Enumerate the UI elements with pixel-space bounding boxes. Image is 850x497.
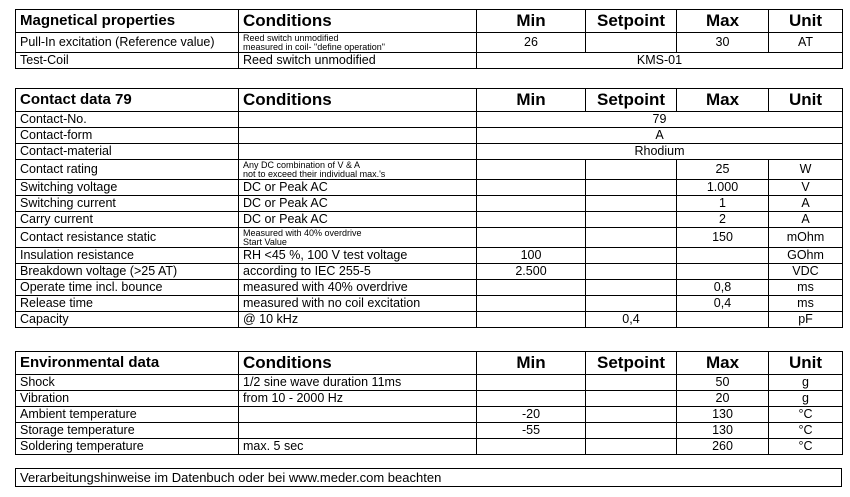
max-header: Max: [677, 89, 769, 112]
param-min: [477, 312, 586, 328]
param-name: Contact-material: [16, 144, 239, 160]
param-unit: mOhm: [769, 228, 843, 248]
setpoint-header: Setpoint: [586, 352, 677, 375]
table-row: [16, 248, 843, 264]
param-name: Release time: [16, 296, 239, 312]
param-merged-value: A: [477, 128, 843, 144]
param-min: [477, 439, 586, 455]
param-name: Carry current: [16, 212, 239, 228]
conditions-header: Conditions: [239, 10, 477, 33]
param-max: 150: [677, 228, 769, 248]
unit-header: Unit: [769, 89, 843, 112]
param-max: 130: [677, 423, 769, 439]
param-setpoint: [586, 407, 677, 423]
param-max: 20: [677, 391, 769, 407]
param-max: 0,4: [677, 296, 769, 312]
param-max: 2: [677, 212, 769, 228]
param-unit: V: [769, 180, 843, 196]
table-row: [16, 407, 843, 423]
param-min: 26: [477, 33, 586, 53]
setpoint-header: Setpoint: [586, 10, 677, 33]
param-max: [677, 312, 769, 328]
param-max: 30: [677, 33, 769, 53]
setpoint-header: Setpoint: [586, 89, 677, 112]
param-setpoint: [586, 180, 677, 196]
param-min: [477, 296, 586, 312]
param-condition: Measured with 40% overdrive Start Value: [239, 228, 477, 248]
table-row: [16, 423, 843, 439]
param-condition: Any DC combination of V & A not to exceed their individual max.'s: [239, 160, 477, 180]
param-merged-value: 79: [477, 112, 843, 128]
param-min: [477, 180, 586, 196]
param-condition: DC or Peak AC: [239, 180, 477, 196]
param-unit: VDC: [769, 264, 843, 280]
processing-note: Verarbeitungshinweise im Datenbuch oder bei www.meder.com beachten: [15, 468, 842, 487]
table-row: [16, 228, 843, 248]
param-unit: AT: [769, 33, 843, 53]
table-header: [16, 352, 843, 375]
param-setpoint: 0,4: [586, 312, 677, 328]
param-condition: 1/2 sine wave duration 11ms: [239, 375, 477, 391]
param-condition: Reed switch unmodified: [239, 53, 477, 69]
param-setpoint: [586, 160, 677, 180]
param-max: 50: [677, 375, 769, 391]
param-condition: from 10 - 2000 Hz: [239, 391, 477, 407]
param-setpoint: [586, 228, 677, 248]
section-title: Contact data 79: [16, 89, 239, 112]
param-name: Capacity: [16, 312, 239, 328]
section-title: Environmental data: [16, 352, 239, 375]
param-condition: according to IEC 255-5: [239, 264, 477, 280]
param-setpoint: [586, 280, 677, 296]
magnetic-properties-table: [15, 9, 843, 69]
param-condition: max. 5 sec: [239, 439, 477, 455]
param-setpoint: [586, 264, 677, 280]
param-name: Soldering temperature: [16, 439, 239, 455]
param-setpoint: [586, 375, 677, 391]
table-row: [16, 439, 843, 455]
param-condition: DC or Peak AC: [239, 212, 477, 228]
unit-header: Unit: [769, 352, 843, 375]
param-setpoint: [586, 212, 677, 228]
param-name: Test-Coil: [16, 53, 239, 69]
param-min: -55: [477, 423, 586, 439]
param-condition: measured with no coil excitation: [239, 296, 477, 312]
param-name: Contact-No.: [16, 112, 239, 128]
param-name: Switching voltage: [16, 180, 239, 196]
param-condition: DC or Peak AC: [239, 196, 477, 212]
param-name: Contact-form: [16, 128, 239, 144]
param-max: 1: [677, 196, 769, 212]
param-setpoint: [586, 196, 677, 212]
param-condition: Reed switch unmodified measured in coil- "define operation": [239, 33, 477, 53]
param-setpoint: [586, 33, 677, 53]
param-condition: [239, 128, 477, 144]
param-setpoint: [586, 296, 677, 312]
param-max: 130: [677, 407, 769, 423]
param-name: Breakdown voltage (>25 AT): [16, 264, 239, 280]
param-max: 25: [677, 160, 769, 180]
param-merged-value: KMS-01: [477, 53, 843, 69]
conditions-header: Conditions: [239, 352, 477, 375]
param-name: Storage temperature: [16, 423, 239, 439]
param-min: [477, 212, 586, 228]
param-max: [677, 264, 769, 280]
param-condition: @ 10 kHz: [239, 312, 477, 328]
param-name: Ambient temperature: [16, 407, 239, 423]
param-min: [477, 375, 586, 391]
param-unit: g: [769, 391, 843, 407]
table-row: [16, 33, 843, 53]
param-unit: GOhm: [769, 248, 843, 264]
param-condition: [239, 112, 477, 128]
param-merged-value: Rhodium: [477, 144, 843, 160]
param-condition: [239, 407, 477, 423]
param-name: Vibration: [16, 391, 239, 407]
param-min: 2.500: [477, 264, 586, 280]
param-unit: g: [769, 375, 843, 391]
table-header: [16, 10, 843, 33]
table-row: [16, 128, 843, 144]
param-name: Contact resistance static: [16, 228, 239, 248]
param-min: [477, 391, 586, 407]
param-unit: ms: [769, 280, 843, 296]
param-max: 1.000: [677, 180, 769, 196]
param-unit: pF: [769, 312, 843, 328]
table-row: [16, 144, 843, 160]
param-max: 0,8: [677, 280, 769, 296]
table-row: [16, 296, 843, 312]
table-row: [16, 391, 843, 407]
param-condition: measured with 40% overdrive: [239, 280, 477, 296]
table-row: [16, 160, 843, 180]
param-name: Switching current: [16, 196, 239, 212]
param-min: [477, 280, 586, 296]
contact-data-table: [15, 88, 843, 328]
table-header: [16, 89, 843, 112]
min-header: Min: [477, 10, 586, 33]
param-condition: [239, 144, 477, 160]
conditions-header: Conditions: [239, 89, 477, 112]
table-row: [16, 112, 843, 128]
param-min: 100: [477, 248, 586, 264]
param-setpoint: [586, 248, 677, 264]
param-name: Operate time incl. bounce: [16, 280, 239, 296]
max-header: Max: [677, 352, 769, 375]
max-header: Max: [677, 10, 769, 33]
table-row: [16, 280, 843, 296]
param-min: [477, 196, 586, 212]
param-unit: A: [769, 212, 843, 228]
param-unit: °C: [769, 423, 843, 439]
min-header: Min: [477, 89, 586, 112]
unit-header: Unit: [769, 10, 843, 33]
param-setpoint: [586, 391, 677, 407]
param-unit: °C: [769, 439, 843, 455]
param-max: 260: [677, 439, 769, 455]
table-row: [16, 53, 843, 69]
param-name: Shock: [16, 375, 239, 391]
table-row: [16, 375, 843, 391]
param-unit: W: [769, 160, 843, 180]
param-unit: ms: [769, 296, 843, 312]
param-min: [477, 228, 586, 248]
param-condition: RH <45 %, 100 V test voltage: [239, 248, 477, 264]
param-min: [477, 160, 586, 180]
param-name: Insulation resistance: [16, 248, 239, 264]
param-unit: °C: [769, 407, 843, 423]
table-row: [16, 212, 843, 228]
param-min: -20: [477, 407, 586, 423]
param-setpoint: [586, 439, 677, 455]
table-row: [16, 264, 843, 280]
param-max: [677, 248, 769, 264]
environmental-data-table: [15, 351, 843, 455]
table-row: [16, 180, 843, 196]
param-name: Pull-In excitation (Reference value): [16, 33, 239, 53]
param-unit: A: [769, 196, 843, 212]
param-setpoint: [586, 423, 677, 439]
param-condition: [239, 423, 477, 439]
table-row: [16, 196, 843, 212]
section-title: Magnetical properties: [16, 10, 239, 33]
table-row: [16, 312, 843, 328]
min-header: Min: [477, 352, 586, 375]
param-name: Contact rating: [16, 160, 239, 180]
